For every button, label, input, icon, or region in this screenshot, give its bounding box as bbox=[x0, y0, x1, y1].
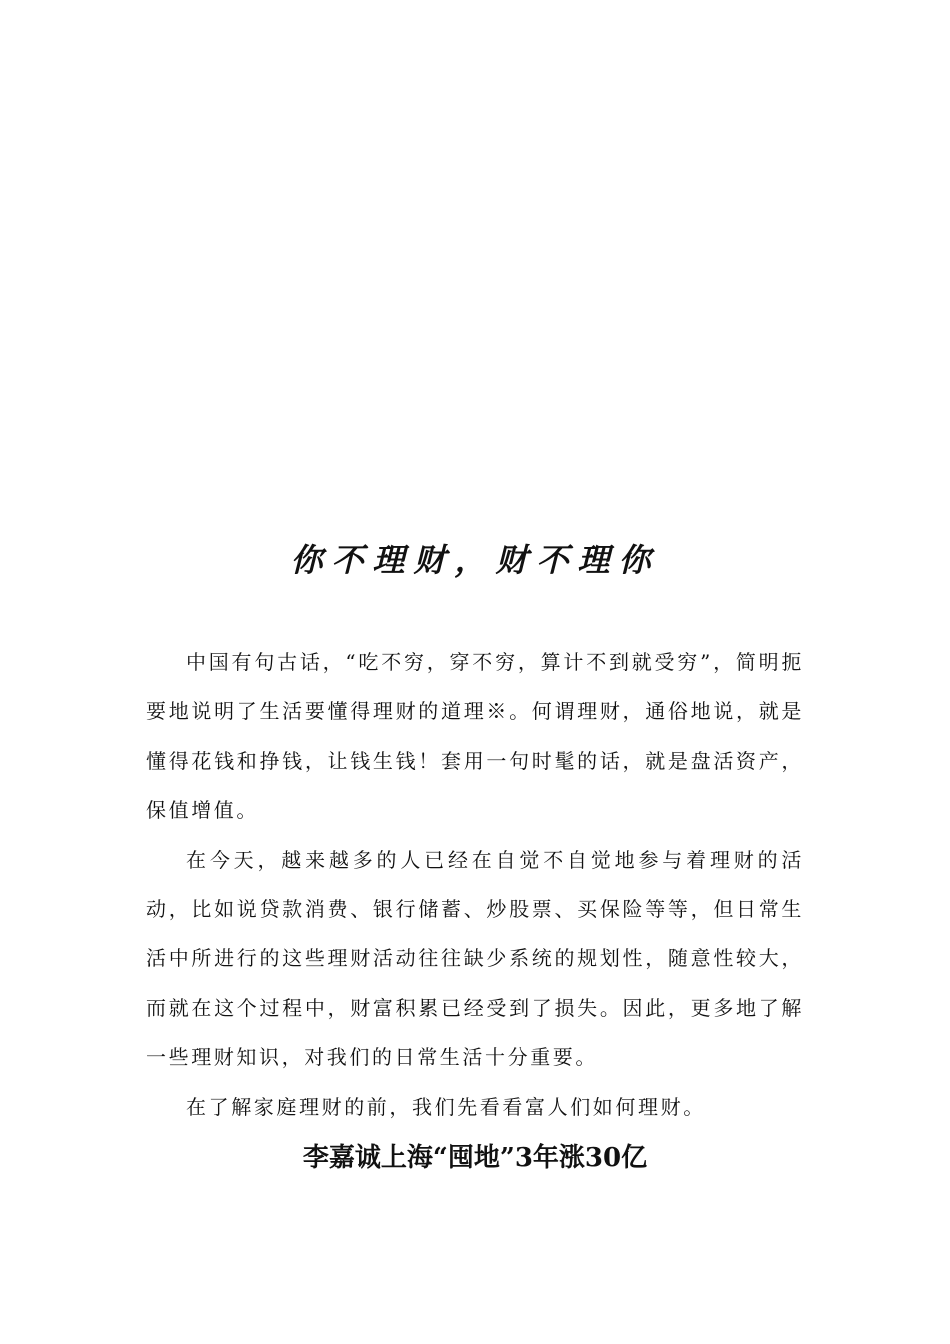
page-title: 你不理财，财不理你 bbox=[290, 541, 660, 579]
section-heading: 李嘉诚上海“囤地”3年涨30亿 bbox=[302, 1143, 648, 1173]
document-body bbox=[146, 638, 804, 1132]
paragraph-3: 在了解家庭理财的前，我们先看看富人们如何理财。 bbox=[186, 1094, 706, 1119]
paragraph-2: 在今天，越来越多的人已经在自觉不自觉地参与着理财的活动，比如说贷款消费、银行储蓄、炒股票、买保险等等，但日常生活中所进行的这些理财活动往往缺少系统的规划性，随意性较大，而就在这个过程中，财富积累已经受到了损失。因此，更多地了解一些理财知识，对我们的日常生活十分重要。 bbox=[146, 847, 804, 1070]
paragraph-1: 中国有句古话，“吃不穷，穿不穷，算计不到就受穷”，简明扼要地说明了生活要懂得理财的道理※。何谓理财，通俗地说，就是懂得花钱和挣钱，让钱生钱！套用一句时髦的话，就是盘活资产，保值增值。 bbox=[146, 650, 804, 823]
